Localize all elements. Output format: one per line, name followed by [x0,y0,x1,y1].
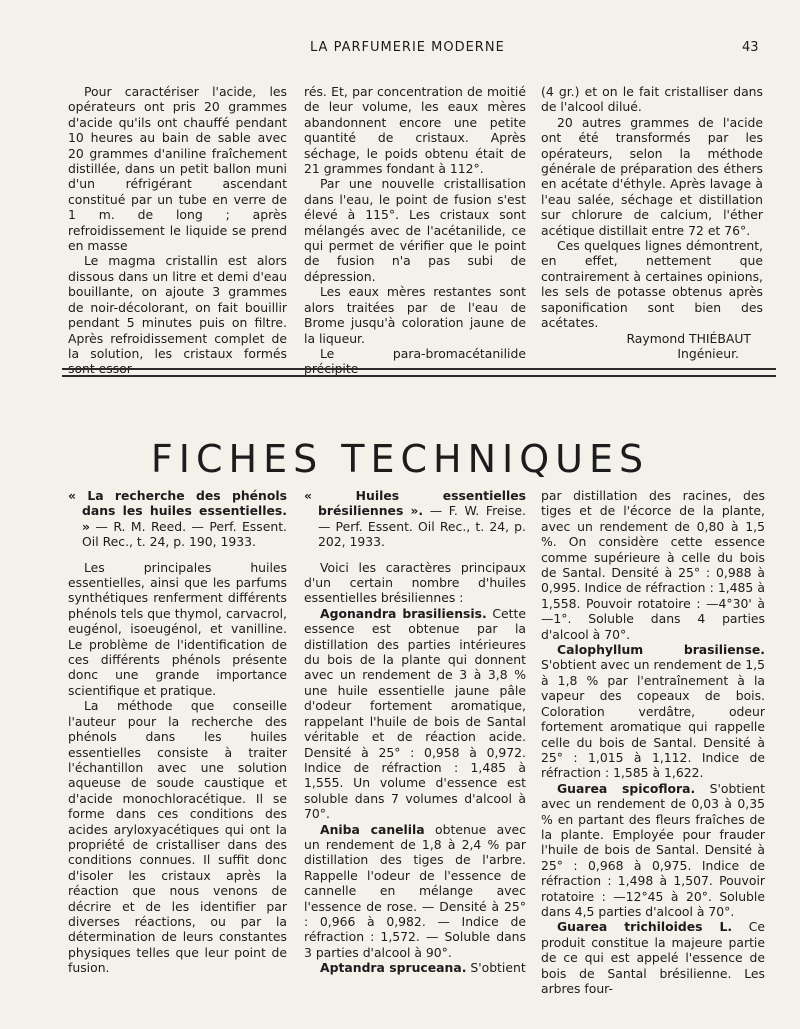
paragraph: Les principales huiles essentielles, ainsi que les parfums synthétiques renferment différents phénols tels que thymol, carvacrol, eugénol, isoeugénol, et vanilline. Le problème de l'identification de ces différents phénols présente donc une grande importance scientifique et pratique. [68,559,287,698]
species-name: Guarea trichiloides L. [557,919,733,935]
signature [541,331,763,362]
entry-calophyllum [541,642,765,781]
fiches-column-2 [304,488,526,976]
species-text: S'obtient avec un rendement de 0,03 à 0,35 % en partant des fleurs fraîches de la plante. Employée pour frauder l'huile de bois de Santal. Densité à 25° : 0,968 à 0,975. Indice de réfraction : 1,498 à 1,507. Pouvoir rotatoire : —12°45 à 20°. Soluble dans 4,5 parties d'alcool à 70°. [541,780,765,919]
paragraph: Voici les caractères principaux d'un certain nombre d'huiles essentielles brésiliennes : [304,559,526,606]
reference-title: « Huiles essentielles brésiliennes ». [304,488,526,519]
paragraph: Ces quelques lignes démontrent, en effet, nettement que contrairement à certaines opinions, les sels de potasse obtenus après saponification sont bien des acétates. [541,238,763,331]
paragraph: rés. Et, par concentration de moitié de leur volume, les eaux mères abandonnent encore une petite quantité de cristaux. Après séchage, le poids obtenu était de 21 grammes fondant à 112°. [304,84,526,177]
fiches-column-1 [68,488,287,976]
species-text: Cette essence est obtenue par la distillation des parties intérieures du bois de la plante qui donnent avec un rendement de 3 à 3,8 % une huile essentielle jaune pâle d'odeur fortement aromatique, rappelant l'huile de bois de Santal véritable et de réaction acide. Densité à 25° : 0,958 à 0,972. Indice de réfraction : 1,485 à 1,555. Un volume d'essence est soluble dans 7 volumes d'alcool à 70°. [304,605,526,822]
running-title: LA PARFUMERIE MODERNE [310,40,505,55]
signature-role: Ingénieur. [677,345,739,361]
entry-agonandra [304,606,526,822]
entry-guarea-trichiloides [541,919,765,996]
fiches-column-3 [541,488,765,996]
section-title: FICHES TECHNIQUES [150,437,650,482]
article-column-3 [541,84,763,361]
reference-1 [68,488,287,550]
paragraph: La méthode que conseille l'auteur pour la recherche des phénols dans les huiles essentielles consiste à traiter l'échantillon avec une solution aqueuse de soude caustique et d'acide monochloracétique. Il se forme dans ces conditions des acides aryloxyacétiques qui ont la propriété de cristalliser dans des conditions connues. Il suffit donc d'isoler les cristaux après la réaction que nous venons de décrire et de les identifier par diverses réactions, ou par la détermination de leurs constantes physiques telles que leur point de fusion. [68,698,287,976]
article-column-2 [304,84,526,377]
paragraph: par distillation des racines, des tiges et de l'écorce de la plante, avec un rendement de 0,80 à 1,5 %. On considère cette essence comme supérieure à celle du bois de Santal. Densité à 25° : 0,988 à 0,995. Indice de réfraction : 1,485 à 1,558. Pouvoir rotatoire : —4°30' à —1°. Soluble dans 4 parties d'alcool à 70°. [541,488,765,642]
paragraph: Par une nouvelle cristallisation dans l'eau, le point de fusion s'est élevé à 115°. Les cristaux sont mélangés avec de l'acétanilide, ce qui permet de vérifier que le point de fusion n'a pas subi de dépression. [304,176,526,284]
article-column-1 [68,84,287,377]
species-text: Ce produit constitue la majeure partie de ce qui est appelé l'essence de bois de Santal brésilienne. Les arbres four- [541,919,765,996]
running-head [0,40,800,58]
reference-source: — F. W. Freise. — Perf. Essent. Oil Rec., t. 24, p. 202, 1933. [318,503,526,550]
species-name: Guarea spicoflora. [557,780,696,796]
paragraph: (4 gr.) et on le fait cristalliser dans de l'alcool dilué. [541,84,763,115]
entry-guarea-spicoflora [541,781,765,920]
paragraph: Le magma cristallin est alors dissous dans un litre et demi d'eau bouillante, on ajoute 3 grammes de noir-décolorant, on fait bouillir pendant 5 minutes puis on filtre. Après refroidissement complet de la solution, les cristaux formés sont essor- [68,253,287,377]
paragraph: Les eaux mères restantes sont alors traitées par de l'eau de Brome jusqu'à coloration jaune de la liqueur. [304,284,526,346]
paragraph: 20 autres grammes de l'acide ont été transformés par les opérateurs, selon la méthode générale de préparation des éthers en acétate d'éthyle. Après lavage à l'eau salée, séchage et distillation sur chlorure de calcium, l'éther acétique distillait entre 72 et 76°. [541,114,763,238]
species-name: Aptandra spruceana. [320,960,467,976]
species-name: Agonandra brasiliensis. [320,605,487,621]
reference-title: « La recherche des phénols dans les huiles essentielles. » [68,488,287,534]
species-name: Aniba canelila [320,821,425,837]
entry-aptandra [304,960,526,975]
reference-2 [304,488,526,550]
section-divider [62,368,776,377]
reference-source: — R. M. Reed. — Perf. Essent. Oil Rec., t. 24, p. 190, 1933. [82,518,287,550]
page-number: 43 [742,40,759,55]
signature-name: Raymond THIÉBAUT [626,330,751,346]
species-text: S'obtient [466,960,526,976]
paragraph: Pour caractériser l'acide, les opérateurs ont pris 20 grammes d'acide qu'ils ont chauffé pendant 10 heures au bain de sable avec 20 grammes d'aniline fraîchement distillée, dans un petit ballon muni d'un réfrigérant ascendant constitué par un tube en verre de 1 m. de long ; après refroidissement le liquide se prend en masse [68,84,287,254]
species-text: S'obtient avec un rendement de 1,5 à 1,8 % par l'entraînement à la vapeur des copeaux de bois. Coloration verdâtre, odeur fortement aromatique qui rappelle celle du bois de Santal. Densité à 25° : 1,015 à 1,112. Indice de réfraction : 1,585 à 1,622. [541,657,765,781]
paragraph: Le para-bromacétanilide précipite [304,345,526,377]
entry-aniba [304,822,526,961]
species-text: obtenue avec un rendement de 1,8 à 2,4 % par distillation des tiges de l'arbre. Rappelle l'odeur de l'essence de cannelle en mélange avec l'essence de rose. — Densité à 25° : 0,966 à 0,982. — Indice de réfraction : 1,572. — Soluble dans 3 parties d'alcool à 90°. [304,821,526,960]
species-name: Calophyllum brasiliense. [557,642,765,658]
